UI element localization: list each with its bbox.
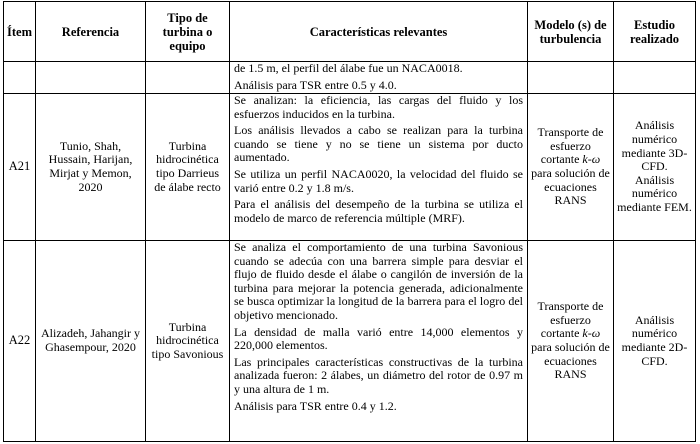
turbulence-text-after: para solución de ecuaciones RANS: [531, 166, 610, 208]
cell-item: A21: [4, 94, 36, 241]
cell-characteristics-continuation: [230, 62, 528, 94]
cell-study: [614, 241, 696, 442]
cell-turbulence-empty: [528, 62, 614, 94]
cell-item: A22: [4, 241, 36, 442]
study-entry: Análisis numérico mediante FEM.: [617, 172, 692, 214]
characteristic-line: Análisis para TSR entre 0.5 y 4.0.: [234, 77, 397, 92]
table-row: [4, 241, 696, 442]
characteristic-line: de 1.5 m, el perfil del álabe fue un NACA0018.: [234, 61, 463, 75]
cell-turbine-type: Turbina hidrocinética tipo Darrieus de álabe recto: [146, 94, 230, 241]
characteristic-paragraph: Para el análisis del desempeño de la turbina se utiliza el modelo de marco de referencia múltiple (MRF).: [234, 197, 523, 225]
cell-characteristics: [230, 94, 528, 241]
characteristic-paragraph: Se analizan: la eficiencia, las cargas del fluido y los esfuerzos inducidos en la turbina.: [234, 93, 523, 121]
cell-turbine-type: Turbina hidrocinética tipo Savonious: [146, 241, 230, 442]
cell-reference: Alizadeh, Jahangir y Ghasempour, 2020: [36, 241, 146, 442]
cell-item-empty: [4, 62, 36, 94]
turbulence-symbol: k-ω: [582, 152, 601, 167]
cell-study-empty: [614, 62, 696, 94]
table-row: [4, 94, 696, 241]
turbulence-text-before: Transporte de esfuerzo cortante: [537, 299, 604, 341]
header-row: [4, 2, 696, 62]
cell-reference-empty: [36, 62, 146, 94]
header-item: Ítem: [4, 2, 36, 62]
characteristic-paragraph: La densidad de malla varió entre 14,000 elementos y 220,000 elementos.: [234, 324, 523, 353]
cell-turbulence-model: [528, 241, 614, 442]
study-entry: Análisis numérico mediante 3D-CFD.: [621, 118, 688, 174]
literature-review-table: [3, 1, 696, 442]
table-row-continuation: [4, 62, 696, 94]
characteristic-paragraph: Análisis para TSR entre 0.4 y 1.2.: [234, 398, 397, 413]
header-characteristics: Características relevantes: [230, 2, 528, 62]
header-turbulence-model: Modelo (s) de turbulencia: [528, 2, 614, 62]
header-study: Estudio realizado: [614, 2, 696, 62]
cell-study: [614, 94, 696, 241]
cell-characteristics: [230, 241, 528, 442]
characteristic-paragraph: Se analiza el comportamiento de una turbina Savonious cuando se adecúa con una barrera simple para desviar el flujo de fluido desde el álabe o cangilón de inversión de la turbina para mejorar la potencia generada, adicionalmente se busca optimizar la longitud de la barrera para el logro del objetivo mencionado.: [234, 240, 523, 322]
characteristic-paragraph: Las principales características constructivas de la turbina analizada fueron: 2 álabes, un diámetro del rotor de 0.97 m y una altura de 1 m.: [234, 354, 523, 396]
study-entry: Análisis numérico mediante 2D-CFD.: [621, 312, 688, 368]
cell-turbulence-model: [528, 94, 614, 241]
characteristic-paragraph: Se utiliza un perfil NACA0020, la velocidad del fluido se varió entre 0.2 y 1.8 m/s.: [234, 166, 523, 195]
characteristic-paragraph: Los análisis llevados a cabo se realizan para la turbina cuando se tiene y no se tiene un sistema por ducto aumentado.: [234, 123, 523, 165]
cell-turbine-empty: [146, 62, 230, 94]
turbulence-symbol: k-ω: [582, 326, 601, 341]
turbulence-text-after: para solución de ecuaciones RANS: [531, 340, 610, 382]
turbulence-text-before: Transporte de esfuerzo cortante: [537, 125, 604, 167]
header-reference: Referencia: [36, 2, 146, 62]
header-turbine-type: Tipo de turbina o equipo: [146, 2, 230, 62]
cell-reference: Tunio, Shah, Hussain, Harijan, Mirjat y Memon, 2020: [36, 94, 146, 241]
